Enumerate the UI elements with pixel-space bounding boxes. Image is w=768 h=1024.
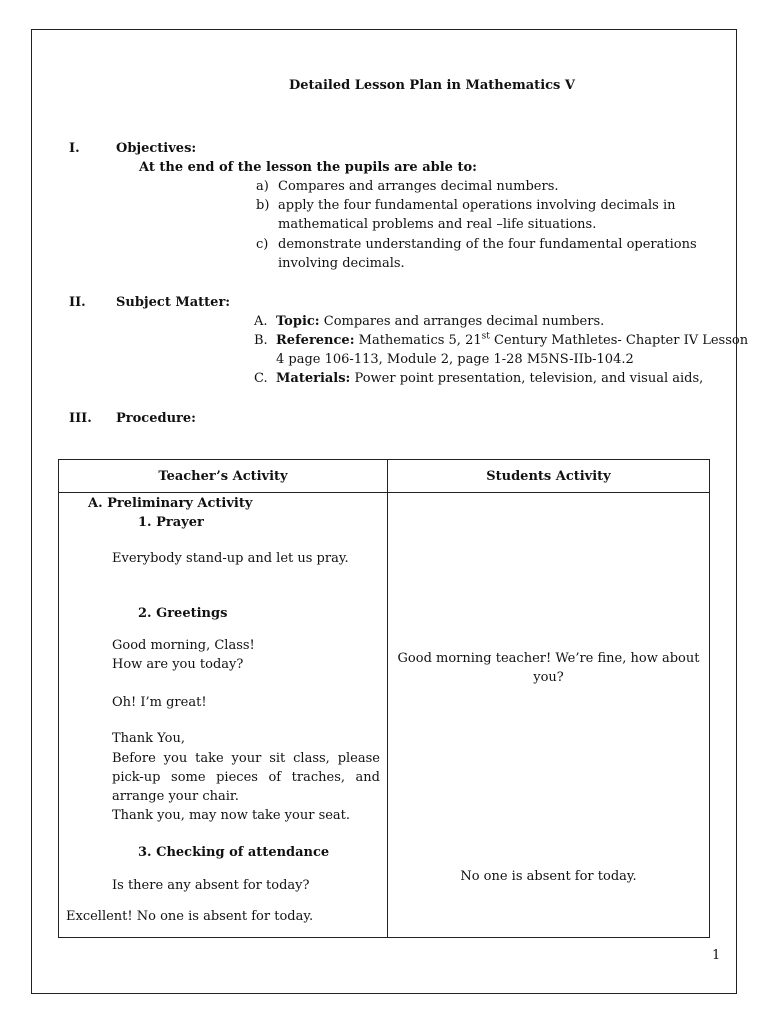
page-title: Detailed Lesson Plan in Mathematics V [289,78,575,93]
table-row [59,493,710,938]
subject-label-b: B. [254,333,268,348]
excellent-text: Excellent! No one is absent for today. [66,909,314,924]
objective-text-b-line1: apply the four fundamental operations involving decimals in [278,198,676,213]
teacher-activity-header: Teacher’s Activity [59,460,388,493]
procedure-numeral: III. [69,411,92,426]
objective-text-a: Compares and arranges decimal numbers. [278,179,559,194]
pickup-instructions: Before you take your sit class, please pick-up some pieces of traches, and arrange your chair. [112,751,380,804]
reference-text-pre: Mathematics 5, 21 [354,333,482,348]
materials-key: Materials: [276,371,351,386]
procedure-heading: Procedure: [116,411,196,426]
subject-label-c: C. [254,371,268,386]
objectives-intro: At the end of the lesson the pupils are able to: [139,160,477,175]
objectives-numeral: I. [69,141,80,156]
objective-label-b: b) [256,198,270,213]
objective-label-a: a) [256,179,269,194]
objective-text-b-line2: mathematical problems and real –life situations. [278,217,597,232]
student-greeting-line-1: Good morning teacher! We’re fine, how about [397,651,700,666]
attendance-heading: 3. Checking of attendance [138,845,330,860]
subject-topic [276,312,604,331]
students-activity-cell [388,493,710,938]
subject-label-a: A. [254,314,268,329]
page-number: 1 [712,948,721,963]
reference-key: Reference: [276,333,355,348]
preliminary-activity-heading: A. Preliminary Activity [88,496,253,511]
topic-text: Compares and arranges decimal numbers. [319,314,605,329]
materials-text: Power point presentation, television, and visual aids, [350,371,704,386]
subject-reference [276,331,748,350]
table-header-row [59,460,710,493]
greetings-heading: 2. Greetings [138,606,228,621]
prayer-heading: 1. Prayer [138,515,204,530]
greeting-line-1: Good morning, Class! [112,638,255,653]
topic-key: Topic: [276,314,320,329]
student-greeting-line-2: you? [533,670,564,685]
great-text: Oh! I’m great! [112,695,207,710]
students-activity-header: Students Activity [388,460,710,493]
objectives-heading: Objectives: [116,141,197,156]
student-absent-response: No one is absent for today. [460,869,637,884]
subject-matter-heading: Subject Matter: [116,295,231,310]
subject-materials [276,369,703,388]
reference-sup: st [481,331,490,342]
take-seat-text: Thank you, may now take your seat. [112,808,351,823]
procedure-table [58,459,710,938]
greeting-line-2: How are you today? [112,657,244,672]
prayer-text: Everybody stand-up and let us pray. [112,551,349,566]
thank-you-text: Thank You, [112,731,185,746]
reference-line2: 4 page 106-113, Module 2, page 1-28 M5NS-IIb-104.2 [276,352,634,367]
teacher-activity-cell [59,493,388,938]
objective-label-c: c) [256,237,269,252]
objective-text-c-line2: involving decimals. [278,256,405,271]
objective-text-c-line1: demonstrate understanding of the four fundamental operations [278,237,697,252]
reference-text-post: Century Mathletes- Chapter IV Lesson [489,333,749,348]
subject-matter-numeral: II. [69,295,86,310]
absent-question: Is there any absent for today? [112,878,310,893]
